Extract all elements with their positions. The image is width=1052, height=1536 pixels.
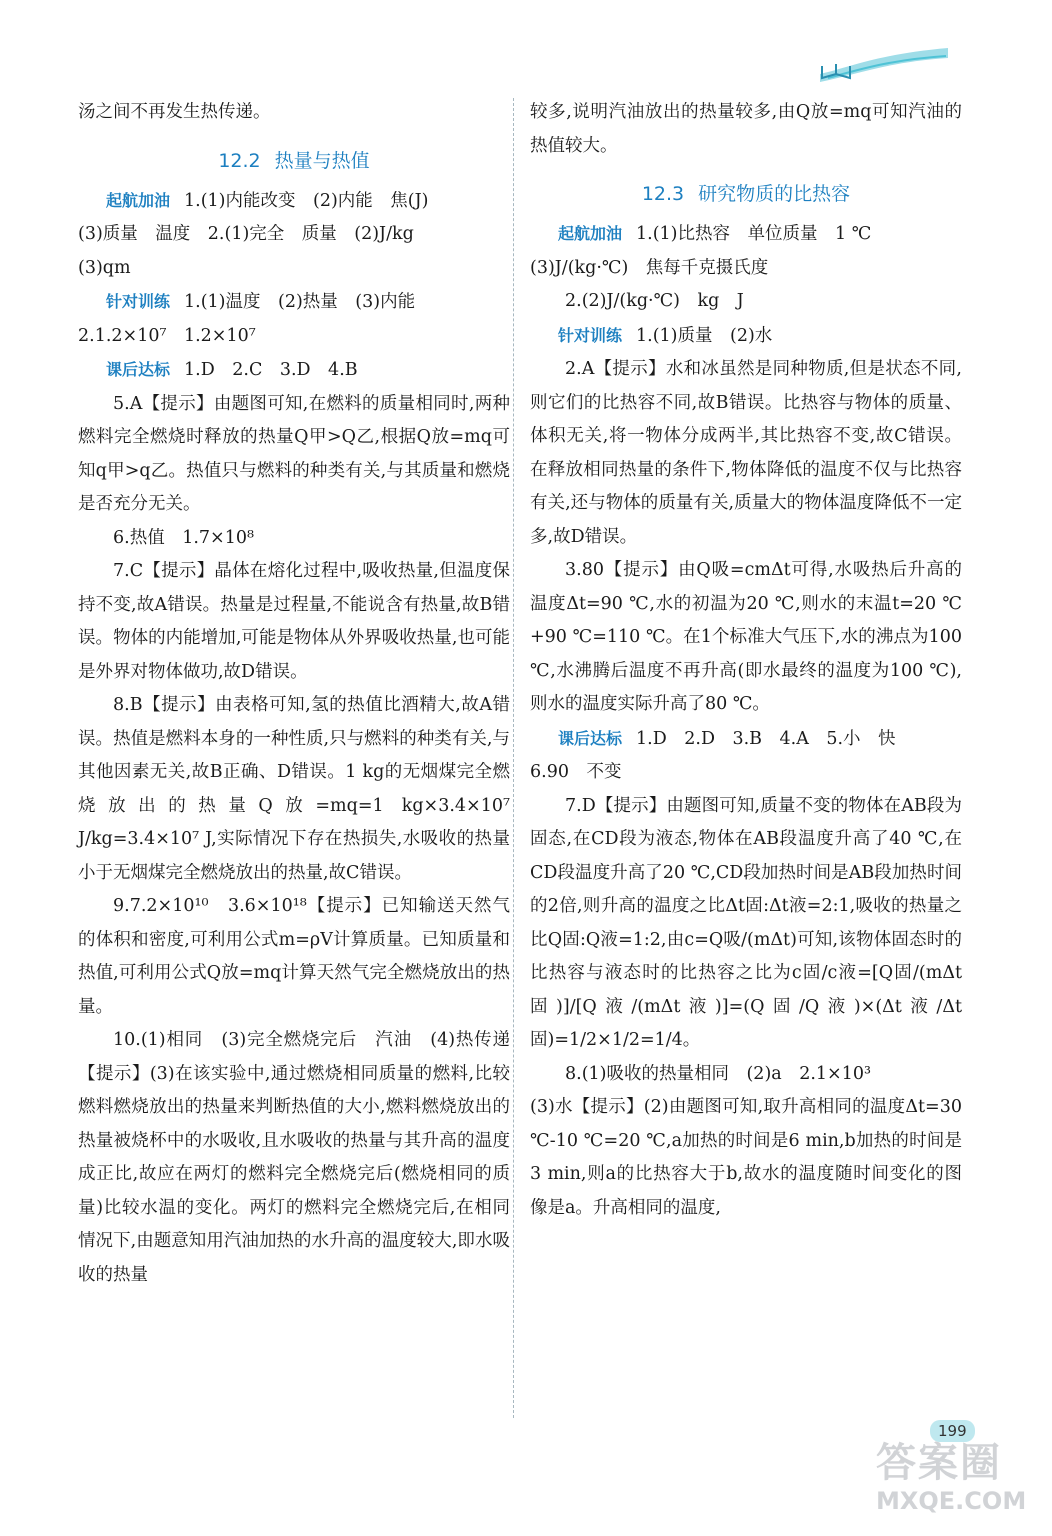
answer-paragraph: (3)J/(kg·℃) 焦每千克摄氏度 [530, 257, 769, 278]
answer-paragraph: (3)水【提示】(2)由题图可知,取升高相同的温度Δt=30 ℃-10 ℃=20 ℃,a加热的时间是6 min,b加热的时间是3 min,则a的比热容大于b,故水的温度随时间变化的图像是a。升高相同的温度, [530, 1097, 962, 1218]
watermark-logo [876, 1440, 1036, 1530]
answer-text: 1.(1)温度 (2)热量 (3)内能 [184, 292, 416, 312]
answer-line [530, 217, 962, 252]
answer-text: 1.D 2.D 3.B 4.A 5.小 快 [636, 728, 896, 749]
section-number: 12.2 [218, 149, 261, 172]
answer-paragraph: 8.B【提示】由表格可知,氢的热值比酒精大,故A错误。热值是燃料本身的一种性质,只与燃料的种类有关,与其他因素无关,故B正确、D错误。1 kg的无烟煤完全燃烧放出的热量Q放=mq=1 kg×3.4×10⁷ J/kg=3.4×10⁷ J,实际情况下存在热损失,水吸收的热量小于无烟煤完全燃烧放出的热量,故C错误。 [78, 695, 510, 883]
section-heading [78, 144, 510, 178]
answer-line [530, 722, 962, 757]
section-label: 针对训练 [558, 325, 623, 345]
answer-paragraph: 6.热值 1.7×10⁸ [113, 527, 254, 548]
section-label: 针对训练 [106, 292, 171, 311]
right-column [530, 96, 962, 1225]
answer-paragraph: 7.C【提示】晶体在熔化过程中,吸收热量,但温度保持不变,故A错误。热量是过程量,不能说含有热量,故B错误。物体的内能增加,可能是物体从外界吸收热量,也可能是外界对物体做功,故D错误。 [78, 561, 510, 682]
answer-line [78, 184, 510, 219]
answer-paragraph: 6.90 不变 [530, 762, 622, 782]
answer-paragraph: 2.1.2×10⁷ 1.2×10⁷ [78, 325, 256, 346]
answer-text: 1.(1)质量 (2)水 [636, 325, 773, 346]
section-label: 起航加油 [558, 224, 623, 243]
answer-line [530, 319, 962, 354]
book-wave-decoration-icon [818, 44, 950, 84]
section-heading [530, 177, 962, 211]
watermark-line1: 答案圈 [876, 1440, 1002, 1486]
answer-text: 1.D 2.C 3.D 4.B [184, 360, 358, 380]
answer-paragraph: (3)质量 温度 2.(1)完全 质量 (2)J/kg [78, 224, 414, 244]
section-label: 起航加油 [106, 190, 171, 210]
answer-paragraph: 9.7.2×10¹⁰ 3.6×10¹⁸【提示】已知输送天然气的体积和密度,可利用公式m=ρV计算质量。已知质量和热值,可利用公式Q放=mq计算天然气完全燃烧放出的热量。 [78, 896, 510, 1017]
left-column [78, 96, 510, 1292]
section-number: 12.3 [641, 183, 685, 205]
section-label: 课后达标 [106, 360, 171, 379]
answer-text: 1.(1)内能改变 (2)内能 焦(J) [184, 190, 429, 211]
answer-line [78, 285, 510, 320]
page-number: 199 [930, 1420, 975, 1442]
answer-paragraph: 2.(2)J/(kg·℃) kg J [565, 291, 744, 311]
answer-text: 1.(1)比热容 单位质量 1 ℃ [636, 224, 872, 244]
answer-paragraph: 较多,说明汽油放出的热量较多,由Q放=mq可知汽油的热值较大。 [530, 102, 962, 156]
answer-paragraph: 5.A【提示】由题图可知,在燃料的质量相同时,两种燃料完全燃烧时释放的热量Q甲>Q乙,根据Q放=mq可知q甲>q乙。热值只与燃料的种类有关,与其质量和燃烧是否充分无关。 [78, 393, 510, 514]
answer-paragraph: 8.(1)吸收的热量相同 (2)a 2.1×10³ [565, 1063, 871, 1084]
section-title: 热量与热值 [274, 149, 370, 172]
watermark-line2: MXQE.COM [876, 1487, 1027, 1515]
section-title: 研究物质的比热容 [698, 183, 851, 205]
answer-paragraph: 3.80【提示】由Q吸=cmΔt可得,水吸热后升高的温度Δt=90 ℃,水的初温为20 ℃,则水的末温t=20 ℃+90 ℃=110 ℃。在1个标准大气压下,水的沸点为100 ℃,水沸腾后温度不再升高(即水最终的温度为100 ℃),则水的温度实际升高了80 ℃。 [530, 560, 962, 714]
column-divider [513, 98, 514, 1418]
answer-paragraph: (3)qm [78, 257, 131, 278]
section-label: 课后达标 [558, 728, 623, 748]
answer-paragraph: 汤之间不再发生热传递。 [78, 102, 271, 122]
answer-line [78, 353, 510, 388]
answer-paragraph: 7.D【提示】由题图可知,质量不变的物体在AB段为固态,在CD段为液态,物体在AB段温度升高了40 ℃,在CD段温度升高了20 ℃,CD段加热时间是AB段加热时间的2倍,则升高的温度之比Δt固:Δt液=2:1,吸收的热量之比Q固:Q液=1:2,由c=Q吸/(mΔt)可知,该物体固态时的比热容与液态时的比热容之比为c固/c液=[Q固/(mΔt固)]/[Q液/(mΔt液)]=(Q固/Q液)×(Δt液/Δt固)=1/2×1/2=1/4。 [530, 795, 962, 1050]
answer-paragraph: 2.A【提示】水和冰虽然是同种物质,但是状态不同,则它们的比热容不同,故B错误。比热容与物体的质量、体积无关,将一物体分成两半,其比热容不变,故C错误。在释放相同热量的条件下,物体降低的温度不仅与比热容有关,还与物体的质量有关,质量大的物体温度降低不一定多,故D错误。 [530, 359, 962, 547]
answer-paragraph: 10.(1)相同 (3)完全燃烧完后 汽油 (4)热传递【提示】(3)在该实验中,通过燃烧相同质量的燃料,比较燃料燃烧放出的热量来判断热值的大小,燃料燃烧放出的热量被烧杯中的水吸收,且水吸收的热量与其升高的温度成正比,故应在两灯的燃料完全燃烧完后(燃烧相同的质量)比较水温的变化。两灯的燃料完全燃烧完后,在相同情况下,由题意知用汽油加热的水升高的温度较大,即水吸收的热量 [78, 1030, 510, 1285]
